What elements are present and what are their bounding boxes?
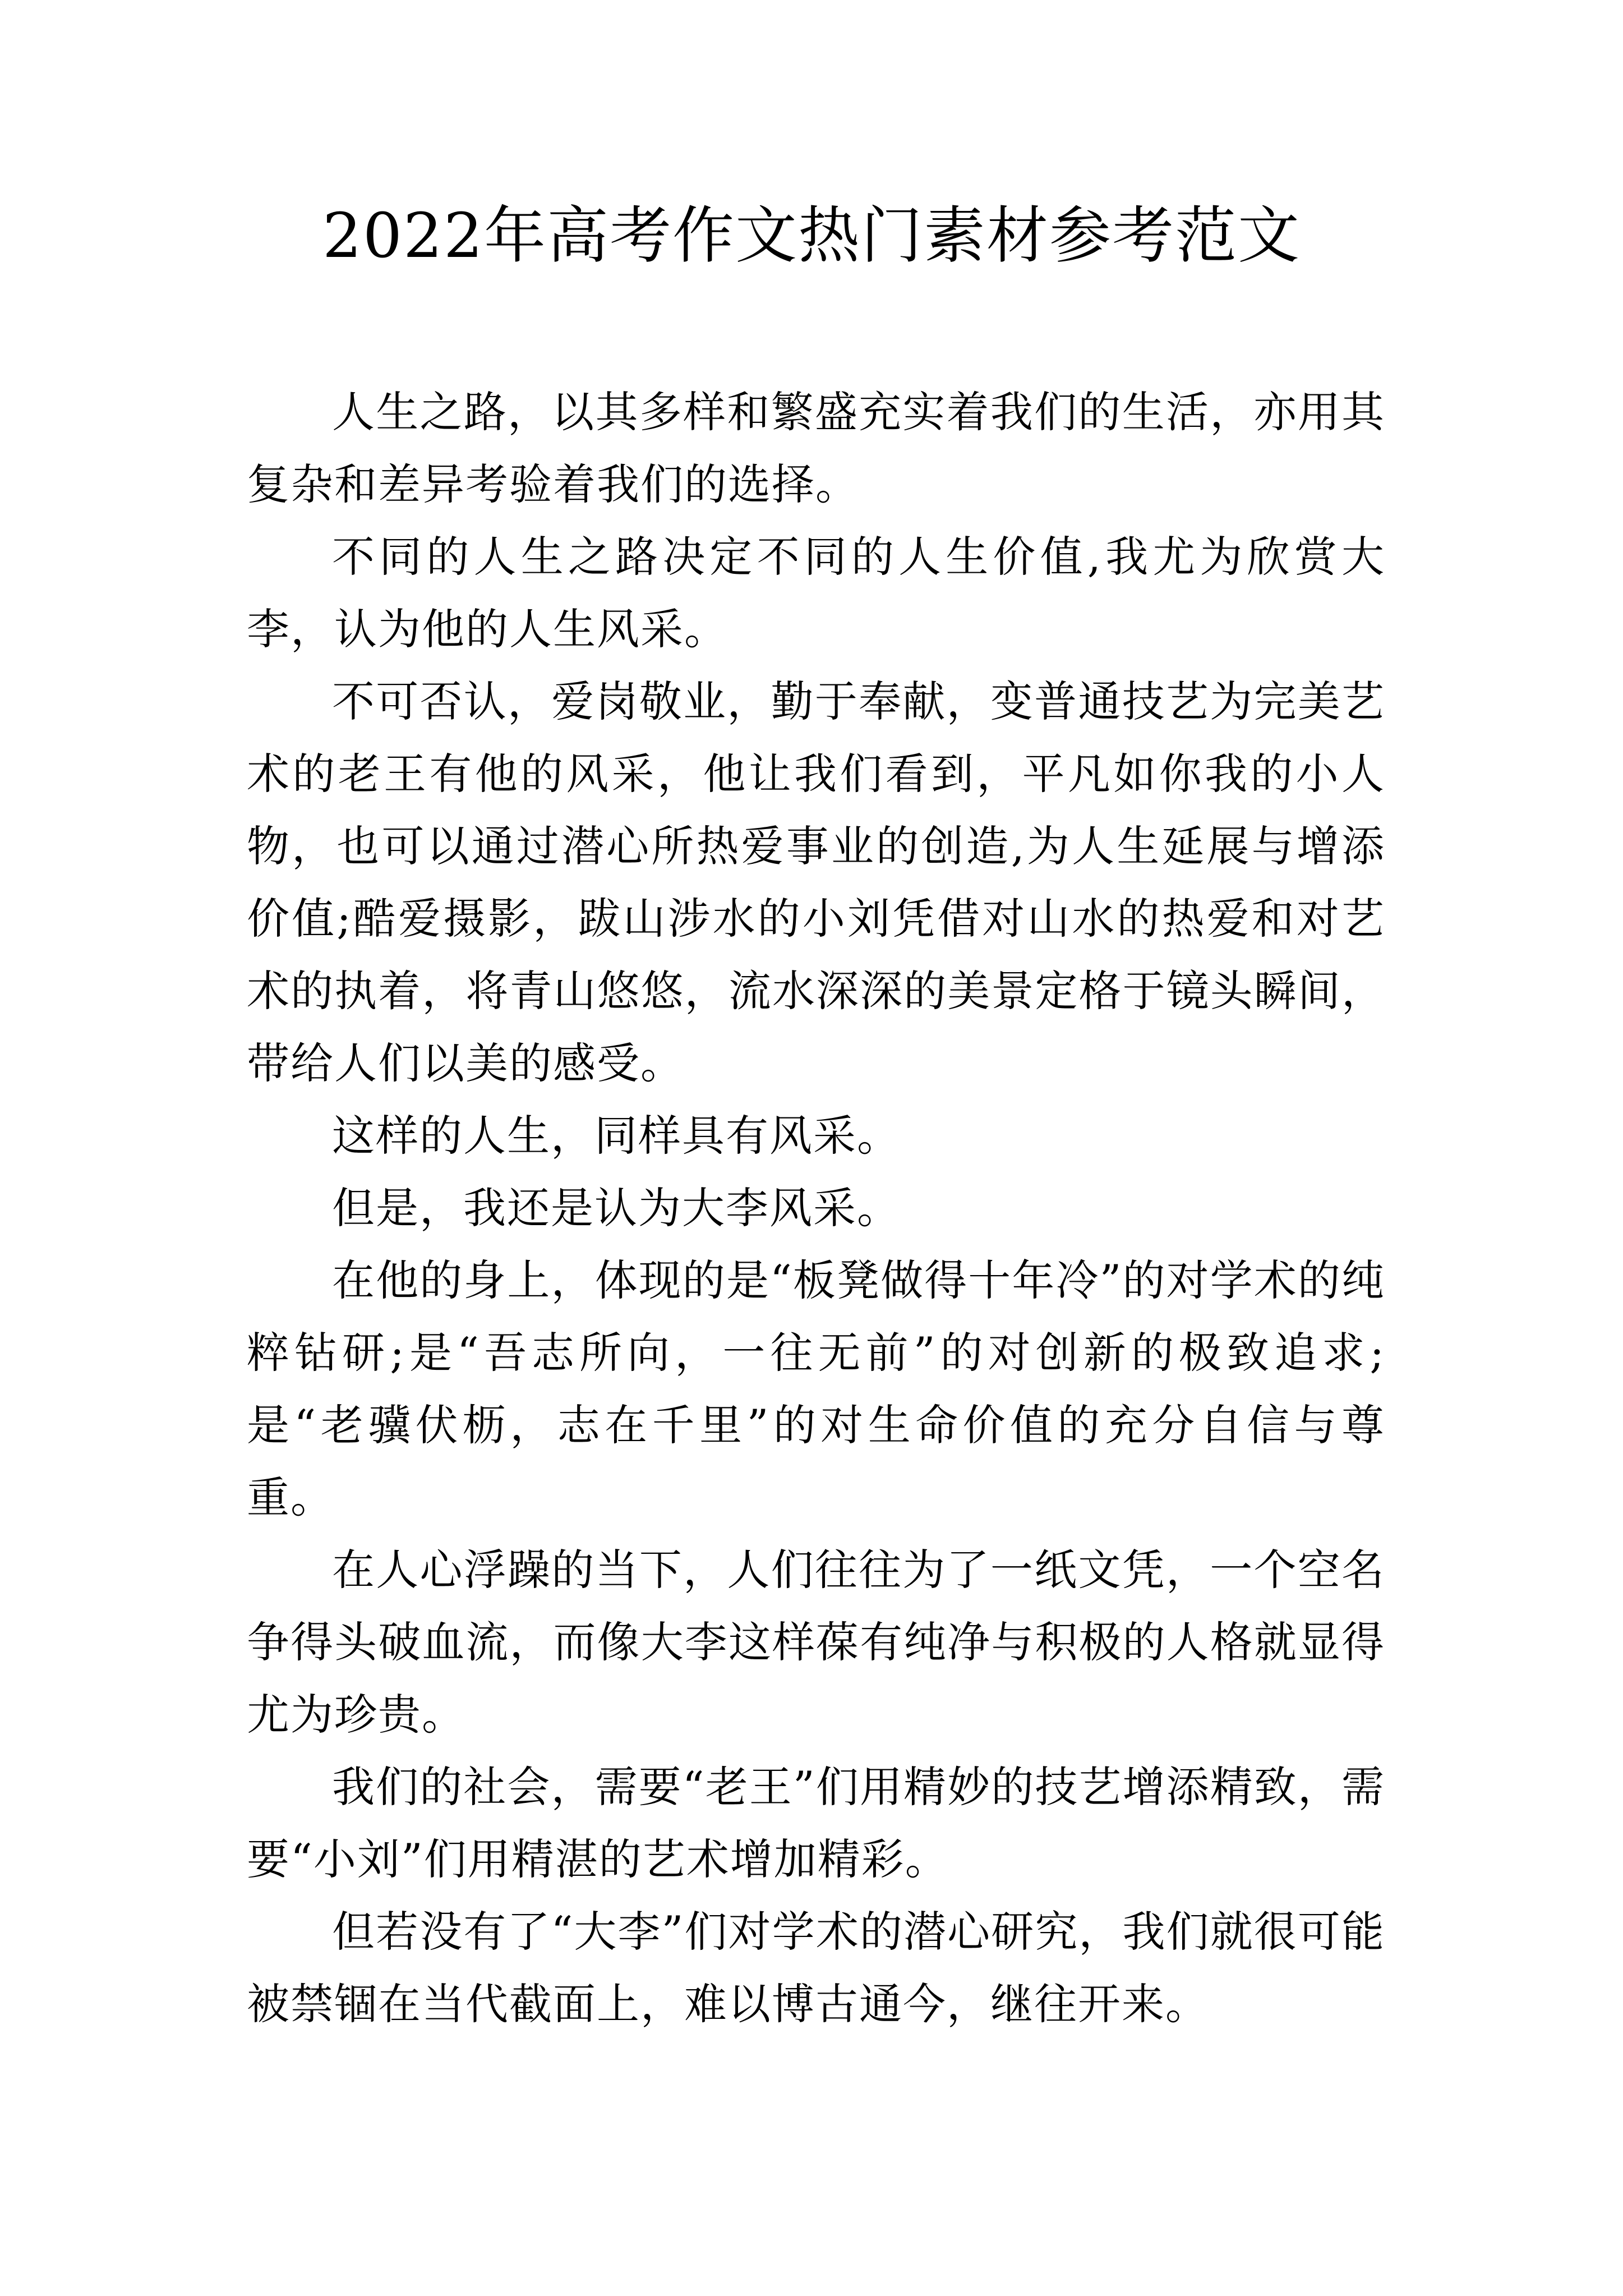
paragraph: 在他的身上，体现的是“板凳做得十年冷”的对学术的纯粹钻研;是“吾志所向，一往无前”的对创新的极致追求;是“老骥伏枥，志在千里”的对生命价值的充分自信与尊重。 [247,1255,1385,1522]
paragraph: 这样的人生，同样具有风采。 [332,1111,901,1161]
paragraph: 人生之路，以其多样和繁盛充实着我们的生活，亦用其复杂和差异考验着我们的选择。 [247,387,1385,509]
paragraph: 不同的人生之路决定不同的人生价值,我尤为欣赏大李，认为他的人生风采。 [247,532,1385,654]
paragraph: 我们的社会，需要“老王”们用精妙的技艺增添精致，需要“小刘”们用精湛的艺术增加精彩。 [247,1762,1385,1884]
paragraph: 但是，我还是认为大李风采。 [332,1183,901,1233]
document-title: 2022年高考作文热门素材参考范文 [322,200,1301,272]
document-body [247,376,1385,2040]
paragraph: 在人心浮躁的当下，人们往往为了一纸文凭，一个空名争得头破血流，而像大李这样葆有纯净与积极的人格就显得尤为珍贵。 [247,1545,1385,1740]
paragraph: 不可否认，爱岗敬业，勤于奉献，变普通技艺为完美艺术的老王有他的风采，他让我们看到，平凡如你我的小人物，也可以通过潜心所热爱事业的创造,为人生延展与增添价值;酷爱摄影，跋山涉水的小刘凭借对山水的热爱和对艺术的执着，将青山悠悠，流水深深的美景定格于镜头瞬间，带给人们以美的感受。 [247,677,1385,1088]
paragraph: 但若没有了“大李”们对学术的潜心研究，我们就很可能被禁锢在当代截面上，难以博古通今，继往开来。 [247,1907,1385,2029]
